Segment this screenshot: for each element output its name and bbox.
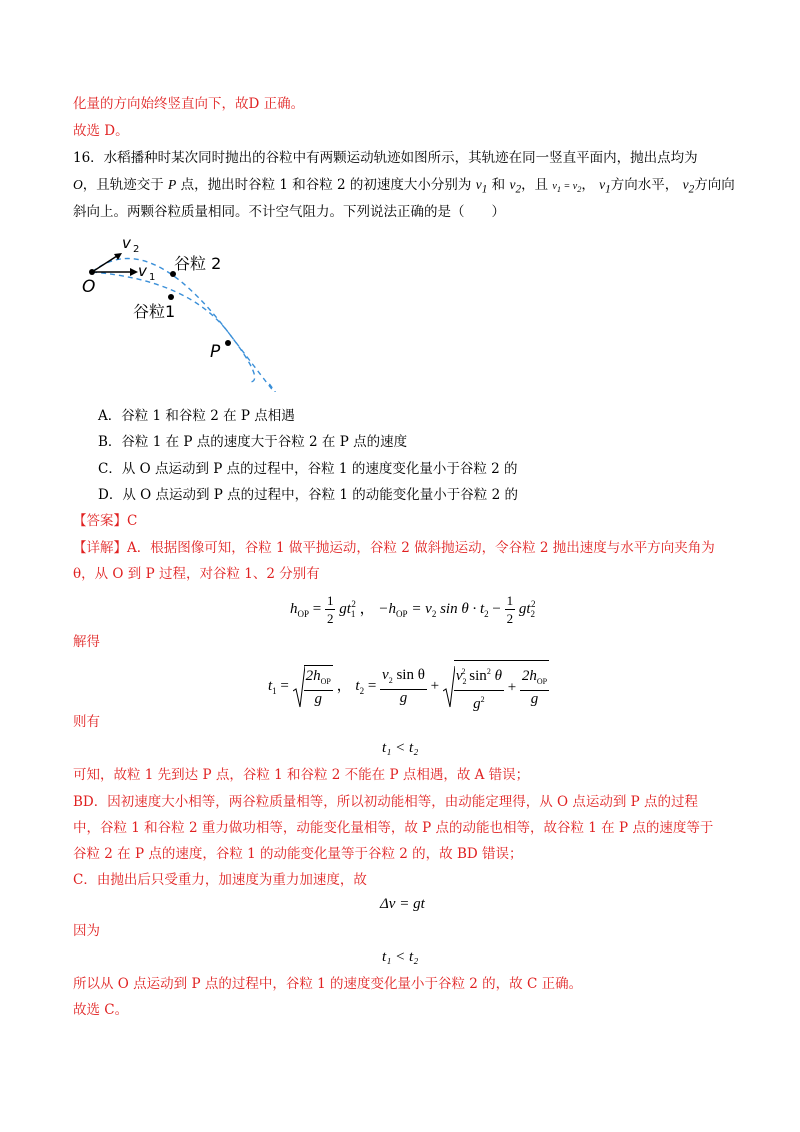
q-text-h: 方向向 <box>694 177 735 193</box>
v2-arrow <box>92 254 120 272</box>
q-o: O <box>73 177 83 192</box>
intro-line-1: 化量的方向始终竖直向下，故D 正确。 <box>73 96 305 112</box>
grain-1-dot <box>168 294 174 300</box>
trajectory-grain-2 <box>92 259 278 393</box>
trajectory-figure <box>78 232 278 392</box>
q-text-g: 方向水平， <box>610 177 679 193</box>
option-c: C．从 O 点运动到 P 点的过程中，谷粒 1 的速度变化量小于谷粒 2 的 <box>98 461 518 477</box>
q-text-e: 和 <box>491 177 506 193</box>
q-text-f: ，且 <box>521 177 549 193</box>
label-v1-sub: 1 <box>149 272 156 283</box>
explanation-line-6: 谷粒 2 在 P 点的速度，谷粒 1 的动能变化量等于谷粒 2 的，故 BD 错误； <box>73 846 523 862</box>
point-o <box>89 269 95 275</box>
intro-line-2: 故选 D。 <box>73 123 129 139</box>
label-o: O <box>82 277 96 297</box>
label-grain-1: 谷粒1 <box>133 302 176 321</box>
answer: 【答案】C <box>73 513 138 529</box>
label-v1: v <box>138 262 147 280</box>
equation-1: $h_{OP}$ = $\frac{1}{2}$ $gt_1^2$ ， $-h_{OP} = v_2$ $\sin \theta \cdot t_2$ − $\frac{1}{2}$ $gt_2^2$ <box>290 593 536 626</box>
q-v2: $v_2$ <box>509 177 522 196</box>
explanation-line-2: θ，从 O 到 P 过程，对谷粒 1、2 分别有 <box>73 566 320 582</box>
option-b: B．谷粒 1 在 P 点的速度大于谷粒 2 在 P 点的速度 <box>98 434 408 450</box>
hence-label: 则有 <box>73 714 100 730</box>
q-v2b: $v_2$ <box>682 177 695 196</box>
option-a: A．谷粒 1 和谷粒 2 在 P 点相遇 <box>98 408 295 424</box>
option-d: D．从 O 点运动到 P 点的过程中，谷粒 1 的动能变化量小于谷粒 2 的 <box>98 487 518 503</box>
equation-2: $t_1$ = $\frac{2h_{OP}}{g}$ ， $t_2$ = $\frac{v_2 \sin \theta}{g}$ + $\frac{v_2^2 \sin^2 \theta}{g^2}$ + $\frac{2h_{OP}}{g}$ <box>268 660 549 713</box>
inequality-1: t₁ < t₂ <box>382 740 419 756</box>
label-grain-2: 谷粒 2 <box>174 254 222 273</box>
explanation-line-1: 【详解】A．根据图像可知，谷粒 1 做平抛运动，谷粒 2 做斜抛运动，令谷粒 2 抛出速度与水平方向夹角为 <box>73 540 715 556</box>
q-v1-eq: $v_1 = v_2$ <box>552 181 582 194</box>
explanation-line-3: 可知，故粒 1 先到达 P 点，谷粒 1 和谷粒 2 不能在 P 点相遇，故 A 错误； <box>73 767 530 783</box>
because-label: 因为 <box>73 923 100 939</box>
label-v2-sub: 2 <box>133 244 140 255</box>
explanation-line-8: 所以从 O 点运动到 P 点的过程中，谷粒 1 的速度变化量小于谷粒 2 的，故 C 正确。 <box>73 976 583 992</box>
explanation-line-7: C．由抛出后只受重力，加速度为重力加速度，故 <box>73 872 367 888</box>
q-text-d: 点，抛出时谷粒 1 和谷粒 2 的初速度大小分别为 <box>180 177 472 193</box>
explanation-line-5: 中，谷粒 1 和谷粒 2 重力做功相等，动能变化量相等，故 P 点的动能也相等，故谷粒 1 在 P 点的速度等于 <box>73 820 714 836</box>
point-p <box>225 340 231 346</box>
trajectory-grain-1 <box>92 272 255 382</box>
q-p: P <box>168 177 177 192</box>
explanation-line-4: BD．因初速度大小相等，两谷粒质量相等，所以初动能相等，由动能定理得，从 O 点运动到 P 点的过程 <box>73 794 699 810</box>
question-line-3: 斜向上。两颗谷粒质量相同。不计空气阻力。下列说法正确的是（ ） <box>73 204 505 220</box>
q-v1: $v_1$ <box>475 177 488 196</box>
question-line-2: O，且轨迹交于 P 点，抛出时谷粒 1 和谷粒 2 的初速度大小分别为 $v_1$ 和 $v_2$，且 $v_1 = v_2$， $v_1$方向水平， $v_2$方向向 <box>73 177 735 196</box>
explanation-line-9: 故选 C。 <box>73 1002 129 1018</box>
solve-label: 解得 <box>73 634 100 650</box>
q-v1b: $v_1$ <box>599 177 611 196</box>
delta-v-equation: Δv = gt <box>380 896 425 912</box>
label-p: P <box>210 342 221 362</box>
question-line-1: 16．水稻播种时某次同时抛出的谷粒中有两颗运动轨迹如图所示，其轨迹在同一竖直平面内，抛出点均为 <box>73 150 698 166</box>
inequality-2: t₁ < t₂ <box>382 949 419 965</box>
q-text-b: ，且轨迹交于 <box>82 177 164 193</box>
label-v2: v <box>122 234 131 252</box>
